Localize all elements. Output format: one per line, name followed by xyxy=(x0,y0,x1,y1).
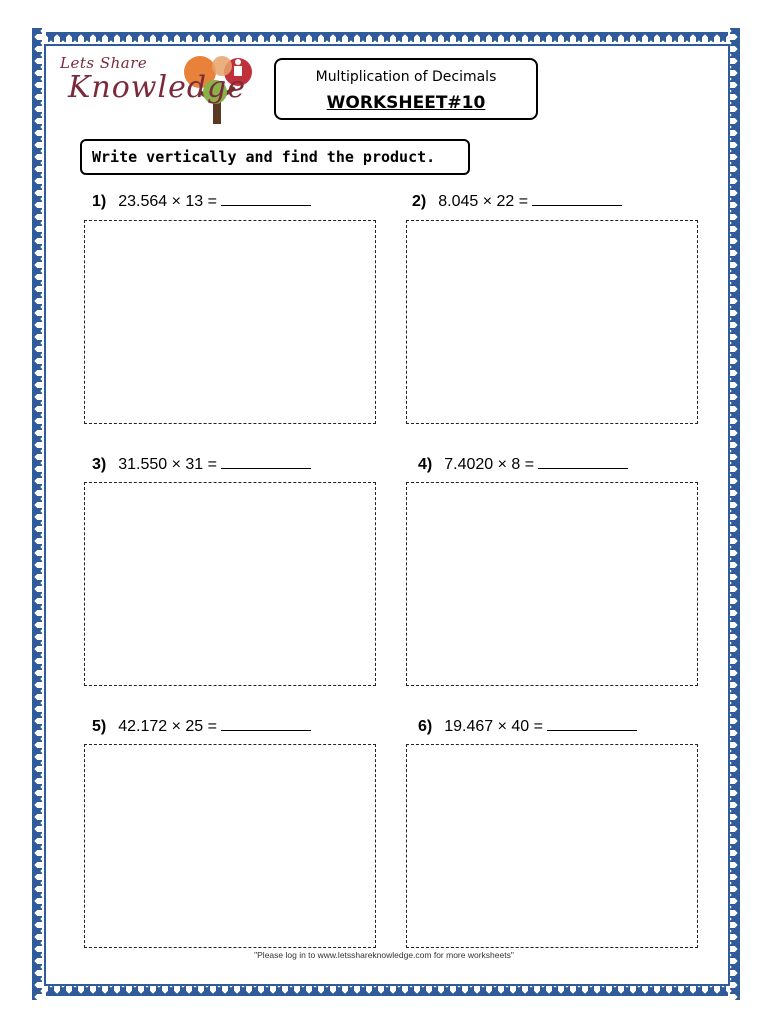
problem-3 xyxy=(92,454,311,474)
border-bottom-triangles xyxy=(30,984,744,1000)
problem-number: 3) xyxy=(92,456,107,473)
problem-2 xyxy=(412,191,622,211)
footer-note: "Please log in to www.letsshareknowledge.com for more worksheets" xyxy=(254,950,514,960)
problem-expression: 31.550 × 31 = xyxy=(118,456,217,473)
work-box-4[interactable] xyxy=(406,482,698,686)
work-box-3[interactable] xyxy=(84,482,376,686)
problem-1 xyxy=(92,191,311,211)
answer-blank[interactable] xyxy=(221,716,311,731)
worksheet-subtitle: Multiplication of Decimals xyxy=(315,69,497,85)
problem-6 xyxy=(418,716,637,736)
logo-text-line2: Knowledge xyxy=(68,70,246,105)
title-box xyxy=(274,58,538,120)
answer-blank[interactable] xyxy=(538,454,628,469)
instruction-box: Write vertically and find the product. xyxy=(80,139,470,175)
problem-number: 4) xyxy=(418,456,433,473)
problem-number: 6) xyxy=(418,718,433,735)
problem-expression: 23.564 × 13 = xyxy=(118,193,217,210)
problem-number: 5) xyxy=(92,718,107,735)
answer-blank[interactable] xyxy=(532,191,622,206)
problem-expression: 42.172 × 25 = xyxy=(118,718,217,735)
answer-blank[interactable] xyxy=(221,191,311,206)
problem-expression: 8.045 × 22 = xyxy=(438,193,529,210)
problem-number: 1) xyxy=(92,193,107,210)
lets-share-knowledge-logo xyxy=(50,44,260,132)
work-box-2[interactable] xyxy=(406,220,698,424)
answer-blank[interactable] xyxy=(221,454,311,469)
border-right-triangles xyxy=(728,28,744,1000)
answer-blank[interactable] xyxy=(547,716,637,731)
problem-4 xyxy=(418,454,628,474)
problem-expression: 19.467 × 40 = xyxy=(444,718,543,735)
logo-text-line1: Lets Share xyxy=(60,54,148,72)
work-box-5[interactable] xyxy=(84,744,376,948)
problem-expression: 7.4020 × 8 = xyxy=(444,456,535,473)
problem-number: 2) xyxy=(412,193,427,210)
problem-5 xyxy=(92,716,311,736)
work-box-1[interactable] xyxy=(84,220,376,424)
worksheet-title: WORKSHEET#10 xyxy=(326,93,486,113)
work-box-6[interactable] xyxy=(406,744,698,948)
border-top-triangles xyxy=(30,28,744,44)
